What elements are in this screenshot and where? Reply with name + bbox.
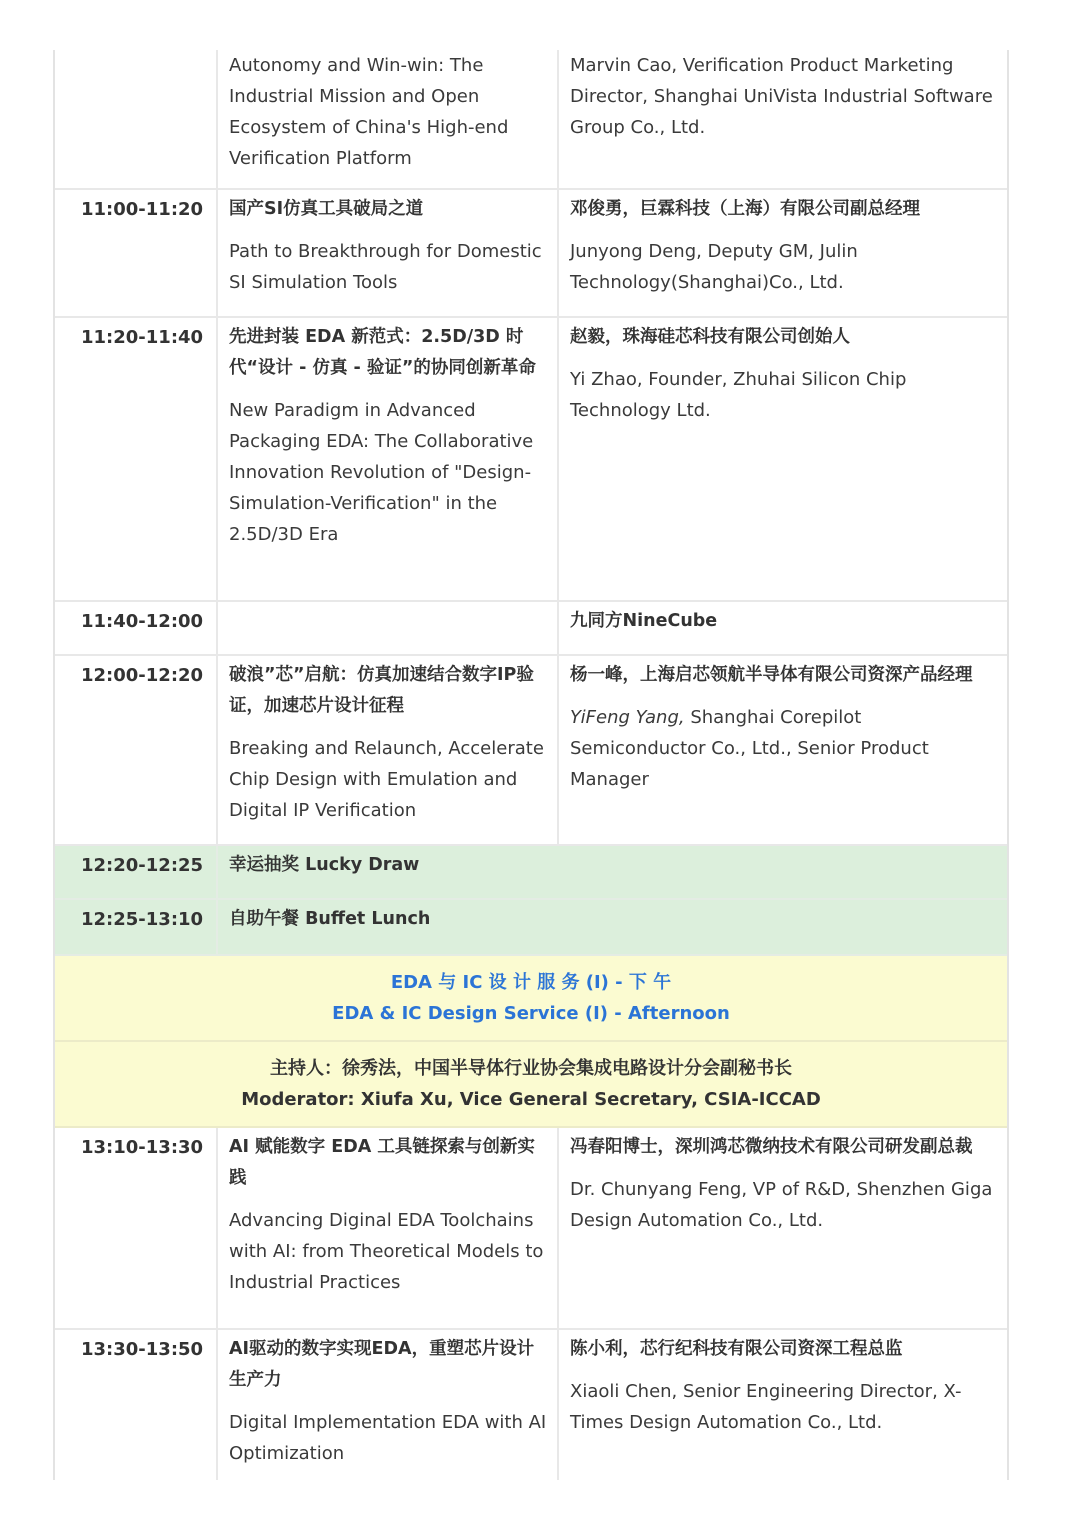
table-row [55, 318, 1007, 602]
table-row [55, 1330, 1007, 1480]
topic-zh: 国产SI仿真工具破局之道 [229, 199, 424, 219]
break-cell [216, 900, 1007, 954]
moderator-band [55, 1042, 1007, 1128]
topic-en: Autonomy and Win-win: The Industrial Mission and Open Ecosystem of China's High-end Verification Platform [229, 55, 509, 169]
time-cell: 12:00-12:20 [81, 665, 204, 686]
table-row [55, 1128, 1007, 1330]
speaker-cell [557, 602, 1007, 654]
time-cell: 13:10-13:30 [81, 1137, 204, 1158]
speaker-en [570, 702, 997, 795]
time-cell: 11:20-11:40 [81, 327, 204, 348]
session-title-en: EDA & IC Design Service (I) - Afternoon [332, 1003, 730, 1024]
topic-cell [216, 190, 557, 316]
break-row [55, 846, 1007, 900]
table-row [55, 602, 1007, 656]
speaker-zh: 杨一峰，上海启芯领航半导体有限公司资深产品经理 [570, 665, 973, 685]
topic-cell [216, 656, 557, 844]
time-cell: 13:30-13:50 [81, 1339, 204, 1360]
topic-cell [216, 1330, 557, 1480]
break-cell [216, 846, 1007, 898]
speaker-zh: 冯春阳博士，深圳鸿芯微纳技术有限公司研发副总裁 [570, 1137, 973, 1157]
topic-zh: AI驱动的数字实现EDA，重塑芯片设计生产力 [229, 1339, 535, 1390]
speaker-zh: 陈小利，芯行纪科技有限公司资深工程总监 [570, 1339, 903, 1359]
schedule-table [53, 50, 1009, 1480]
speaker-en: Marvin Cao, Verification Product Marketing Director, Shanghai UniVista Industrial Software Group Co., Ltd. [570, 55, 993, 138]
topic-zh: AI 赋能数字 EDA 工具链探索与创新实践 [229, 1137, 535, 1188]
topic-cell [216, 318, 557, 600]
moderator-zh: 主持人：徐秀法，中国半导体行业协会集成电路设计分会副秘书长 [270, 1058, 792, 1079]
time-cell: 11:40-12:00 [81, 611, 204, 632]
speaker-cell [557, 190, 1007, 316]
speaker-zh: 邓俊勇，巨霖科技（上海）有限公司副总经理 [570, 199, 920, 219]
topic-en: Path to Breakthrough for Domestic SI Simulation Tools [229, 241, 542, 293]
moderator-en: Moderator: Xiufa Xu, Vice General Secretary, CSIA-ICCAD [241, 1089, 821, 1110]
time-cell [55, 50, 216, 188]
session-header [55, 956, 1007, 1042]
speaker-zh: 九同方NineCube [570, 611, 718, 631]
topic-cell [216, 602, 557, 654]
topic-cell [216, 50, 557, 188]
topic-zh: 先进封装 EDA 新范式：2.5D/3D 时代“设计 - 仿真 - 验证”的协同创新革命 [229, 327, 536, 378]
break-label: 幸运抽奖 Lucky Draw [229, 855, 420, 875]
speaker-cell [557, 1128, 1007, 1328]
speaker-zh: 赵毅，珠海硅芯科技有限公司创始人 [570, 327, 850, 347]
break-label: 自助午餐 Buffet Lunch [229, 909, 431, 929]
speaker-en: Yi Zhao, Founder, Zhuhai Silicon Chip Technology Ltd. [570, 369, 907, 421]
topic-en: Breaking and Relaunch, Accelerate Chip Design with Emulation and Digital IP Verification [229, 738, 544, 821]
speaker-cell [557, 656, 1007, 844]
table-row [55, 656, 1007, 846]
session-title-zh: EDA 与 IC 设 计 服 务 (I) - 下 午 [390, 972, 672, 993]
speaker-cell [557, 318, 1007, 600]
topic-cell [216, 1128, 557, 1328]
time-cell: 12:20-12:25 [81, 855, 204, 876]
topic-en: Digital Implementation EDA with AI Optimization [229, 1412, 547, 1464]
table-row [55, 190, 1007, 318]
speaker-name: YiFeng Yang, [570, 707, 685, 728]
table-row [55, 50, 1007, 190]
topic-en: New Paradigm in Advanced Packaging EDA: The Collaborative Innovation Revolution of "Design-Simulation-Verification" in the 2.5D/3D Era [229, 400, 534, 545]
topic-en: Advancing Diginal EDA Toolchains with AI: from Theoretical Models to Industrial Practices [229, 1210, 544, 1293]
speaker-affiliation: Shanghai Corepilot Semiconductor Co., Ltd., Senior Product Manager [570, 707, 929, 790]
speaker-cell [557, 50, 1007, 188]
speaker-en: Dr. Chunyang Feng, VP of R&D, Shenzhen Giga Design Automation Co., Ltd. [570, 1179, 993, 1231]
time-cell: 12:25-13:10 [81, 909, 204, 930]
topic-zh: 破浪”芯”启航：仿真加速结合数字IP验证，加速芯片设计征程 [229, 665, 534, 716]
time-cell: 11:00-11:20 [81, 199, 204, 220]
speaker-cell [557, 1330, 1007, 1480]
speaker-en: Xiaoli Chen, Senior Engineering Director, X-Times Design Automation Co., Ltd. [570, 1381, 962, 1433]
speaker-en: Junyong Deng, Deputy GM, Julin Technology(Shanghai)Co., Ltd. [570, 241, 858, 293]
break-row [55, 900, 1007, 956]
